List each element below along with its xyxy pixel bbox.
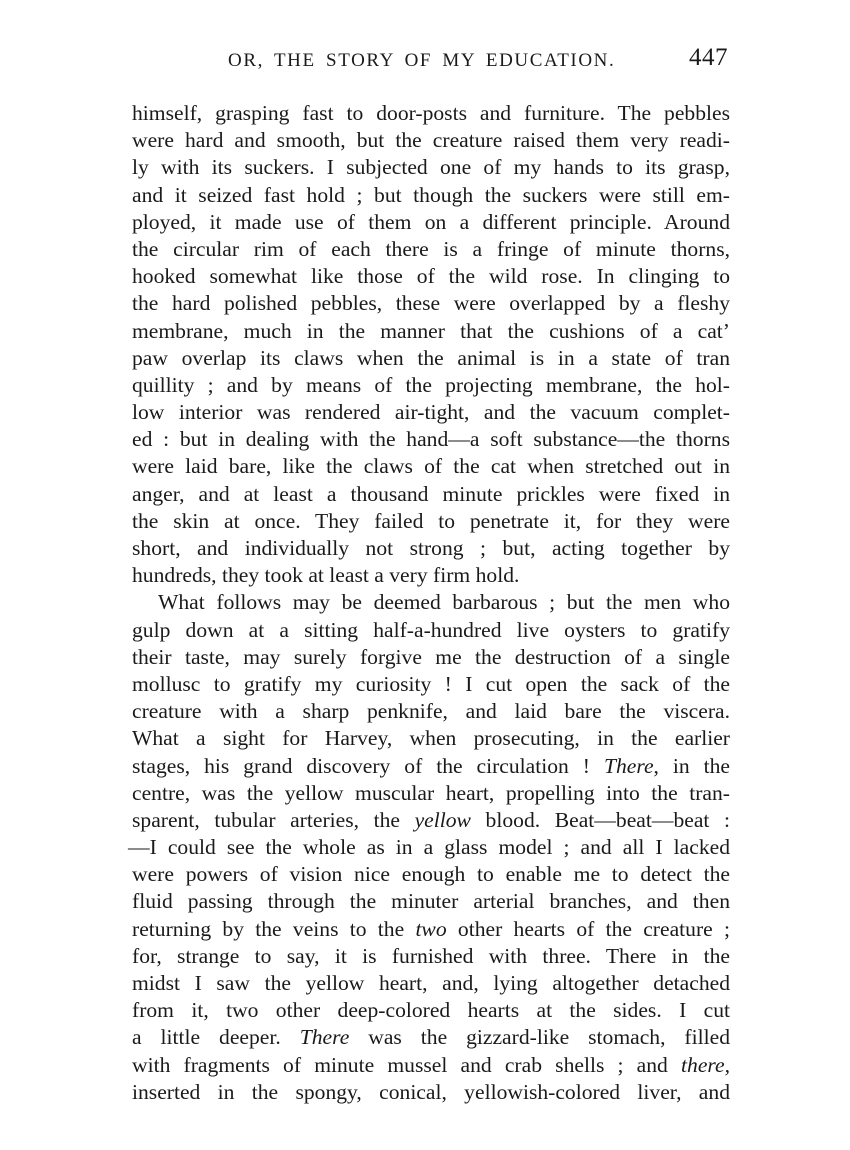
running-head: OR, THE STORY OF MY EDUCATION. [228,50,616,71]
text-line [132,182,730,209]
text-line [128,834,730,861]
text-segment: mollusc to gratify my curiosity ! I cut open the sack of the [132,671,730,696]
text-segment: creature with a sharp penknife, and laid bare the viscera. [132,699,730,724]
text-segment: hooked somewhat like those of the wild rose. In clinging to [132,264,730,289]
text-segment: were hard and smooth, but the creature raised them very readi- [132,128,730,153]
text-segment: were laid bare, like the claws of the cat when stretched out in [132,454,730,479]
text-line [132,753,730,780]
text-line [132,318,730,345]
text-line [132,644,730,671]
text-line [132,236,730,263]
text-line [132,399,730,426]
text-segment: returning by the veins to the [132,916,416,941]
text-segment: low interior was rendered air-tight, and the vacuum complet- [132,400,730,425]
text-segment: paw overlap its claws when the animal is in a state of tran [132,345,730,370]
text-segment: the hard polished pebbles, these were overlapped by a fleshy [132,291,730,316]
text-segment: —I could see the whole as in a glass model ; and all I lacked [128,835,730,860]
text-line [132,725,730,752]
text-segment: their taste, may surely forgive me the destruction of a single [132,644,730,669]
text-segment: hundreds, they took at least a very firm hold. [132,563,520,588]
text-line [132,997,730,1024]
text-line [132,372,730,399]
text-line [132,888,730,915]
text-line [132,345,730,372]
text-segment: was the gizzard-like stomach, filled [349,1025,731,1050]
italic-text: two [415,916,447,941]
text-segment: What follows may be deemed barbarous ; but the men who [158,590,730,615]
text-segment: short, and individually not strong ; but, acting together by [132,536,730,560]
text-segment: anger, and at least a thousand minute prickles were fixed in [132,481,730,506]
italic-text: There [299,1025,350,1050]
page-header [132,44,730,78]
text-line [132,780,730,807]
text-line [132,290,730,317]
text-segment: midst I saw the yellow heart, and, lying altogether detached [132,971,730,995]
text-segment: membrane, much in the manner that the cushions of a cat’ [132,318,730,343]
text-line [132,589,730,616]
text-segment: the skin at once. They failed to penetrate it, for they were [132,508,730,533]
text-line [132,209,730,236]
text-segment: ly with its suckers. I subjected one of my hands to its grasp, [132,155,730,180]
text-line [132,127,730,154]
text-line [132,562,730,589]
text-segment: sparent, tubular arteries, the [132,807,415,832]
text-segment: for, strange to say, it is furnished with three. There in the [132,943,730,968]
text-segment: other hearts of the creature ; [446,916,730,941]
text-line [132,508,730,535]
text-line [132,453,730,480]
text-segment: were powers of vision nice enough to enable me to detect the [132,862,730,887]
text-segment: quillity ; and by means of the projecting membrane, the hol- [132,372,730,397]
text-segment: himself, grasping fast to door-posts and furniture. The pebbles [132,101,730,125]
text-segment: with fragments of minute mussel and crab shells ; and [132,1052,682,1077]
page-number: 447 [689,44,728,71]
text-segment: , in the [653,753,730,778]
text-segment: inserted in the spongy, conical, yellowish-colored liver, and [132,1079,730,1104]
text-segment: the circular rim of each there is a fringe of minute thorns, [132,236,730,261]
text-segment: a little deeper. [132,1025,300,1050]
text-segment: ed : but in dealing with the hand—a soft substance—the thorns [132,427,730,452]
italic-text: there, [681,1052,730,1077]
italic-text: There [603,753,654,778]
text-line [132,1024,730,1051]
text-line [132,535,730,562]
text-line [132,916,730,943]
text-line [132,861,730,888]
text-line [132,263,730,290]
text-line [132,426,730,453]
text-line [132,100,730,127]
text-line [132,698,730,725]
text-segment: blood. Beat—beat—beat : [470,807,730,832]
text-segment: and it seized fast hold ; but though the suckers were still em- [132,182,730,207]
text-line [132,1079,730,1106]
text-line [132,481,730,508]
text-line [132,943,730,970]
text-segment: What a sight for Harvey, when prosecuting, in the earlier [132,726,730,751]
text-line [132,1052,730,1079]
text-segment: gulp down at a sitting half-a-hundred live oysters to gratify [132,617,730,642]
text-segment: stages, his grand discovery of the circulation ! [132,753,604,778]
body-text [128,100,731,1106]
text-segment: centre, was the yellow muscular heart, propelling into the tran- [132,780,730,805]
text-line [132,671,730,698]
text-segment: ployed, it made use of them on a different principle. Around [132,209,730,234]
italic-text: yellow [414,807,471,832]
text-segment: fluid passing through the minuter arterial branches, and then [132,889,730,914]
text-line [132,617,730,644]
text-line [132,154,730,181]
text-line [132,807,730,834]
text-segment: from it, two other deep-colored hearts at the sides. I cut [132,998,730,1023]
text-line [132,970,730,997]
